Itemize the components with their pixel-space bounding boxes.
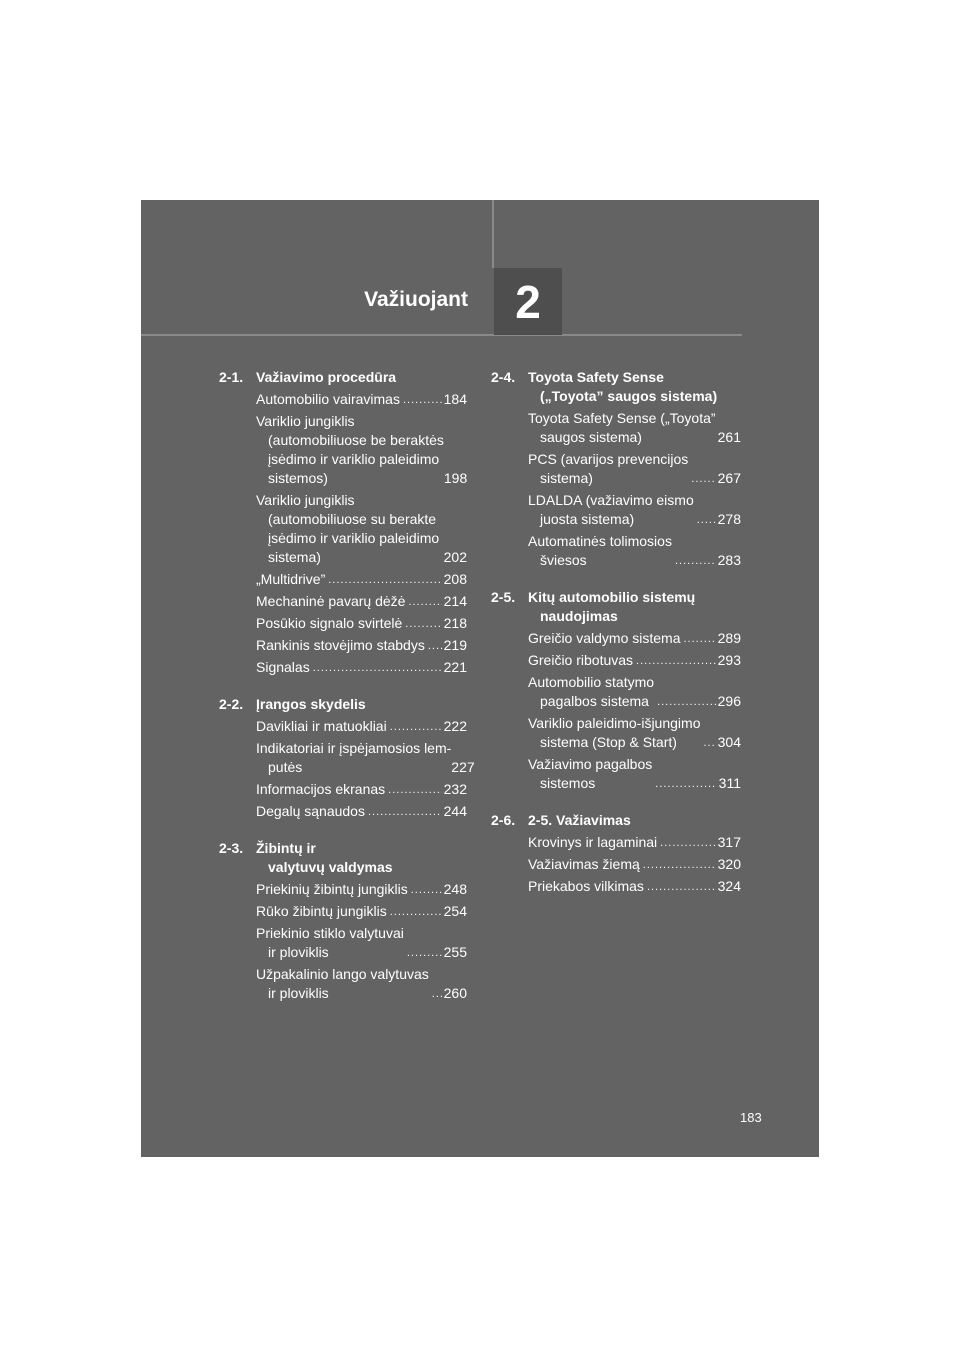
toc-section: [491, 588, 741, 793]
entry-title-line: Informacijos ekranas: [256, 781, 386, 797]
dot-leader: [428, 641, 442, 651]
toc-entry[interactable]: [219, 592, 467, 611]
dot-leader: [684, 634, 716, 644]
entry-title: [256, 636, 425, 655]
chapter-number-badge: 2: [494, 268, 562, 335]
entry-title: [528, 409, 716, 447]
entry-title: [256, 491, 439, 567]
toc-entry[interactable]: [491, 651, 741, 670]
toc-entry[interactable]: [219, 965, 467, 1003]
entry-title-line: LDALDA (važiavimo eismo: [528, 492, 694, 508]
toc-entry[interactable]: [491, 491, 741, 529]
toc-entry[interactable]: [219, 390, 467, 409]
entry-title-line: Važiavimo pagalbos: [528, 756, 653, 772]
section-number: 2-4.: [491, 369, 516, 385]
entry-title-line: sistema (Stop & Start): [540, 734, 677, 750]
dot-leader: [660, 838, 715, 848]
entry-title: [256, 592, 405, 611]
entry-title-line: sistema): [540, 470, 593, 486]
dot-leader: [405, 619, 441, 629]
entry-title: [256, 802, 365, 821]
entry-title: [256, 412, 444, 488]
entry-title: [256, 658, 310, 677]
entry-title-line: Automobilio vairavimas: [256, 391, 400, 407]
section-title-line: Žibintų ir: [256, 840, 316, 856]
entry-title-line: Rankinis stovėjimo stabdys: [256, 637, 425, 653]
entry-title-line: (automobiliuose be beraktės: [268, 432, 444, 448]
toc-entry[interactable]: [219, 739, 475, 777]
toc-entry[interactable]: [219, 614, 467, 633]
entry-page-number: 324: [717, 878, 741, 894]
entry-page-number: 232: [443, 781, 467, 797]
entry-page-number: 248: [443, 881, 467, 897]
entry-title: [256, 780, 385, 799]
entry-title: [256, 717, 387, 736]
section-title: [528, 811, 741, 830]
entry-title-line: PCS (avarijos prevencijos: [528, 451, 689, 467]
toc-section: [219, 695, 475, 821]
entry-title-line: sistema): [268, 549, 321, 565]
entry-title: [528, 532, 672, 570]
toc-entry[interactable]: [219, 780, 467, 799]
entry-page-number: 218: [443, 615, 467, 631]
toc-section: [491, 368, 741, 570]
dot-leader: [407, 948, 442, 958]
entry-title-line: Rūko žibintų jungiklis: [256, 903, 387, 919]
toc-entry[interactable]: [491, 714, 741, 752]
dot-leader: [643, 860, 716, 870]
entry-title-line: Toyota Safety Sense („Toyota”: [528, 410, 716, 426]
toc-section: [219, 368, 467, 677]
section-title-line: Įrangos skydelis: [256, 696, 366, 712]
entry-title-line: „Multidrive”: [256, 571, 326, 587]
entry-title: [256, 390, 400, 409]
section-heading: [219, 839, 467, 877]
toc-entry[interactable]: [219, 924, 467, 962]
dot-leader: [647, 882, 716, 892]
dot-leader: [636, 656, 716, 666]
entry-title: [528, 651, 633, 670]
dot-leader: [328, 575, 441, 585]
entry-title: [256, 902, 387, 921]
dot-leader: [411, 885, 442, 895]
entry-page-number: 219: [443, 637, 467, 653]
entry-title: [528, 877, 644, 896]
section-title-line: valytuvų valdymas: [268, 859, 393, 875]
entry-page-number: 221: [443, 659, 467, 675]
dot-leader: [390, 722, 442, 732]
entry-page-number: 260: [443, 985, 467, 1001]
entry-page-number: 278: [717, 511, 741, 527]
entry-page-number: 208: [443, 571, 467, 587]
entry-page-number: 317: [717, 834, 741, 850]
entry-page-number: 222: [443, 718, 467, 734]
entry-title-line: Variklio jungiklis: [256, 413, 355, 429]
entry-page-number: 293: [717, 652, 741, 668]
entry-title: [528, 714, 700, 752]
section-title-line: naudojimas: [540, 608, 618, 624]
page-number: 183: [740, 1110, 762, 1125]
entry-title-line: ir ploviklis: [268, 985, 329, 1001]
toc-entry[interactable]: [219, 570, 467, 589]
dot-leader: [703, 738, 715, 748]
entry-page-number: 198: [443, 470, 468, 486]
toc-entry[interactable]: [491, 833, 741, 852]
section-heading: [491, 368, 741, 406]
dot-leader: [390, 907, 442, 917]
entry-page-number: 244: [443, 803, 467, 819]
entry-title-line: ir ploviklis: [268, 944, 329, 960]
section-heading: [491, 588, 741, 626]
entry-title-line: Užpakalinio lango valytuvas: [256, 966, 429, 982]
toc-entry[interactable]: [491, 532, 741, 570]
section-number: 2-3.: [219, 840, 244, 856]
entry-title-line: juosta sistema): [540, 511, 635, 527]
dot-leader: [675, 556, 716, 566]
entry-title: [528, 855, 640, 874]
entry-page-number: 184: [443, 391, 467, 407]
entry-page-number: 283: [717, 552, 741, 568]
entry-title-line: saugos sistema): [540, 429, 642, 445]
entry-title-line: sistemos): [268, 470, 328, 486]
dot-leader: [697, 515, 716, 525]
entry-title-line: Davikliai ir matuokliai: [256, 718, 387, 734]
entry-page-number: 320: [717, 856, 741, 872]
entry-title-line: Automobilio statymo: [528, 674, 655, 690]
section-heading: [219, 368, 467, 387]
entry-title-line: Signalas: [256, 659, 310, 675]
toc-entry[interactable]: [219, 802, 467, 821]
entry-title-line: Priekinio stiklo valytuvai: [256, 925, 404, 941]
section-title: [256, 839, 467, 877]
entry-title: [528, 450, 688, 488]
entry-title: [256, 965, 429, 1003]
dot-leader: [403, 395, 442, 405]
toc-entry[interactable]: [219, 636, 467, 655]
header-divider-vertical: [492, 200, 494, 268]
entry-title-line: įsėdimo ir variklio paleidimo: [268, 451, 440, 467]
entry-page-number: 289: [717, 630, 741, 646]
entry-title-line: Posūkio signalo svirtelė: [256, 615, 403, 631]
toc-entry[interactable]: [491, 877, 741, 896]
entry-title-line: Krovinys ir lagaminai: [528, 834, 658, 850]
toc-entry[interactable]: [491, 855, 741, 874]
toc-entry[interactable]: [491, 673, 741, 711]
entry-title: [528, 491, 694, 529]
dot-leader: [388, 785, 441, 795]
toc-entry[interactable]: [219, 902, 467, 921]
entry-title-line: Variklio paleidimo-išjungimo: [528, 715, 701, 731]
entry-title: [256, 880, 408, 899]
section-title-line: 2-5. Važiavimas: [528, 812, 631, 828]
entry-title: [528, 629, 681, 648]
entry-title-line: Greičio ribotuvas: [528, 652, 634, 668]
entry-title-line: Mechaninė pavarų dėžė: [256, 593, 406, 609]
toc-entry[interactable]: [491, 629, 741, 648]
section-number: 2-2.: [219, 696, 244, 712]
entry-title: [528, 755, 652, 793]
entry-page-number: 261: [717, 429, 741, 445]
entry-page-number: 255: [443, 944, 467, 960]
entry-page-number: 267: [717, 470, 741, 486]
toc-entry[interactable]: [219, 880, 467, 899]
entry-title: [256, 739, 451, 777]
entry-title-line: Variklio jungiklis: [256, 492, 355, 508]
section-title-line: Toyota Safety Sense: [528, 369, 664, 385]
toc-entry[interactable]: [219, 658, 467, 677]
chapter-title: Važiuojant: [364, 288, 468, 311]
toc-section: [219, 839, 467, 1003]
toc-entry[interactable]: [219, 491, 467, 567]
toc-entry[interactable]: [219, 717, 467, 736]
toc-entry[interactable]: [491, 409, 741, 447]
dot-leader: [432, 989, 442, 999]
entry-title: [256, 614, 402, 633]
section-number: 2-5.: [491, 589, 516, 605]
entry-title-line: Automatinės tolimosios: [528, 533, 672, 549]
toc-entry[interactable]: [219, 412, 467, 488]
toc-section: [491, 811, 741, 896]
dot-leader: [368, 807, 442, 817]
entry-title: [528, 673, 654, 711]
dot-leader: [408, 597, 441, 607]
entry-title-line: Priekinių žibintų jungiklis: [256, 881, 408, 897]
toc-column-left: [219, 368, 475, 1021]
entry-title-line: Greičio valdymo sistema: [528, 630, 681, 646]
entry-title: [256, 924, 404, 962]
entry-page-number: 227: [451, 759, 475, 775]
entry-title-line: Degalų sąnaudos: [256, 803, 365, 819]
dot-leader: [691, 474, 715, 484]
entry-title: [528, 833, 657, 852]
section-number: 2-6.: [491, 812, 516, 828]
toc-entry[interactable]: [491, 755, 741, 793]
section-title-line: Važiavimo procedūra: [256, 369, 397, 385]
entry-page-number: 214: [443, 593, 467, 609]
toc-entry[interactable]: [491, 450, 741, 488]
entry-title-line: putės: [268, 759, 303, 775]
entry-title-line: šviesos: [540, 552, 587, 568]
section-title: [256, 695, 467, 714]
section-title: [256, 368, 467, 387]
section-heading: [219, 695, 467, 714]
dot-leader: [313, 663, 442, 673]
entry-title-line: pagalbos sistema: [540, 693, 649, 709]
toc-column-right: [491, 368, 741, 914]
dot-leader: [655, 779, 716, 789]
entry-title-line: įsėdimo ir variklio paleidimo: [268, 530, 440, 546]
entry-page-number: 296: [717, 693, 741, 709]
entry-page-number: 202: [443, 549, 467, 565]
entry-title-line: Priekabos vilkimas: [528, 878, 644, 894]
entry-page-number: 304: [717, 734, 741, 750]
entry-title-line: Indikatoriai ir įspėjamosios lem-: [256, 740, 452, 756]
entry-page-number: 311: [718, 775, 741, 791]
section-title-line: Kitų automobilio sistemų: [528, 589, 696, 605]
entry-title-line: (automobiliuose su berakte: [268, 511, 437, 527]
section-title-line: („Toyota” saugos sistema): [540, 388, 718, 404]
entry-title: [256, 570, 325, 589]
dot-leader: [657, 697, 716, 707]
entry-page-number: 254: [443, 903, 467, 919]
section-title: [528, 588, 741, 626]
section-title: [528, 368, 741, 406]
section-heading: [491, 811, 741, 830]
entry-title-line: sistemos: [540, 775, 596, 791]
header-divider-horizontal: [141, 334, 742, 336]
section-number: 2-1.: [219, 369, 244, 385]
entry-title-line: Važiavimas žiemą: [528, 856, 640, 872]
